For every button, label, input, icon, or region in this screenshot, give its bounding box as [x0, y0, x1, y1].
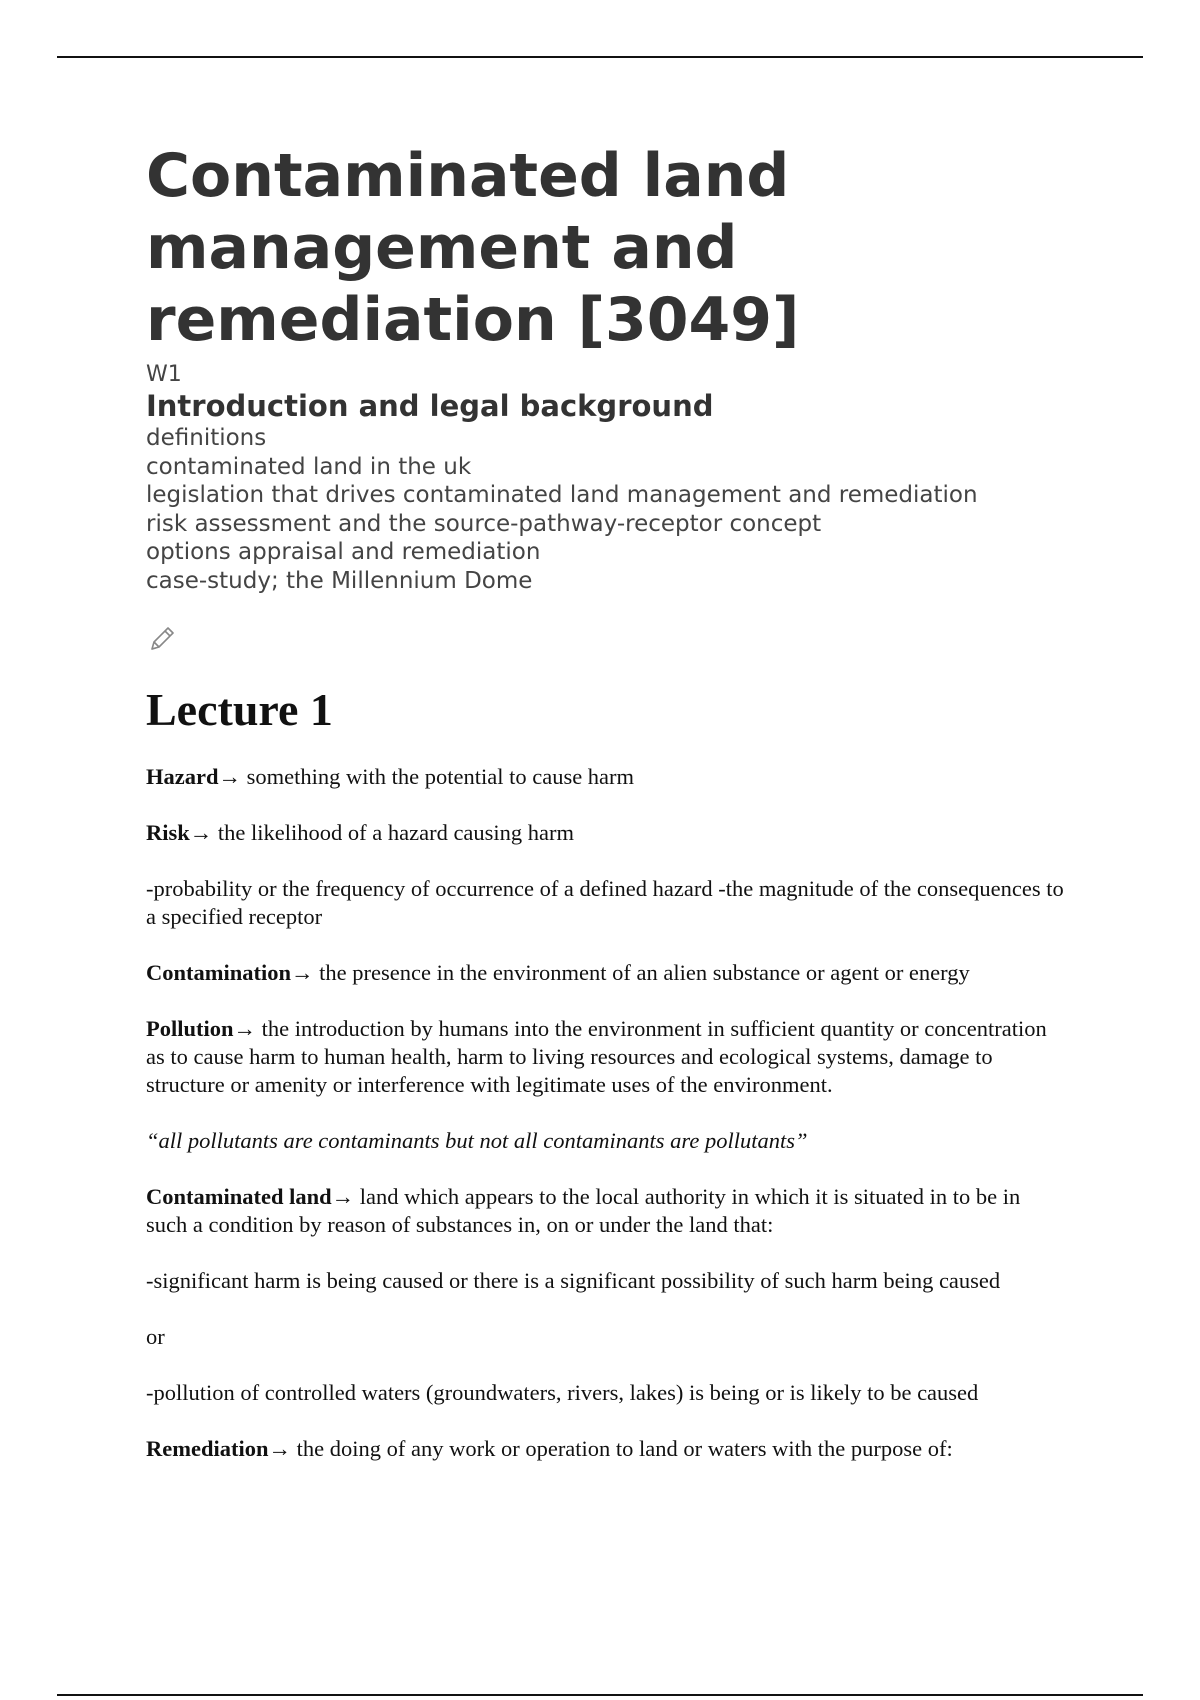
harm-condition: -significant harm is being caused or there is a significant possibility of such harm being caused [146, 1268, 1001, 1293]
definition-text: something with the potential to cause harm [241, 764, 635, 789]
definition-contaminated-land [146, 1183, 1066, 1239]
document-title: Contaminated land management and remediation [3049] [146, 141, 800, 355]
topic-item: definitions [146, 425, 267, 451]
week-label: W1 [146, 362, 182, 387]
definition-text: the doing of any work or operation to land or waters with the purpose of: [291, 1436, 953, 1461]
term: Contamination [146, 960, 292, 985]
topic-item: case-study; the Millennium Dome [146, 567, 533, 594]
definition-text: the likelihood of a hazard causing harm [212, 820, 575, 845]
arrow: → [268, 1436, 291, 1461]
arrow: → [233, 1016, 257, 1041]
definition-hazard [146, 763, 1066, 791]
lecture-heading: Lecture 1 [146, 684, 333, 735]
bottom-rule [57, 1694, 1143, 1696]
topic-list [146, 424, 1066, 595]
arrow: → [291, 960, 314, 985]
lecture-body [146, 763, 1066, 1463]
definition-remediation [146, 1435, 1066, 1463]
pollutants-quote: “all pollutants are contaminants but not all contaminants are pollutants” [146, 1128, 808, 1153]
arrow: → [331, 1184, 355, 1209]
term: Risk [146, 820, 190, 845]
pencil-icon[interactable] [146, 623, 178, 655]
definition-contamination [146, 959, 1066, 987]
topic-item: legislation that drives contaminated land management and remediation [146, 482, 978, 508]
definition-text: the presence in the environment of an alien substance or agent or energy [313, 960, 970, 985]
term: Remediation [146, 1436, 269, 1461]
definition-pollution [146, 1015, 1066, 1099]
definition-text: land which appears to the local authority in which it is situated in to be in such a condition by reason of substances in, on or under the land that: [146, 1184, 1021, 1237]
arrow: → [218, 764, 241, 789]
topic-item: risk assessment and the source-pathway-receptor concept [146, 510, 822, 537]
definition-text: the introduction by humans into the environment in sufficient quantity or concentration as to cause harm to human health, harm to living resources and ecological systems, damage to structure or amenity or interference with legitimate uses of the environment. [146, 1016, 1047, 1097]
risk-detail: -probability or the frequency of occurrence of a defined hazard -the magnitude of the consequences to a specified receptor [146, 876, 1064, 929]
term: Contaminated land [146, 1184, 332, 1209]
document-page [146, 140, 1066, 1463]
section-title: Introduction and legal background [146, 389, 714, 423]
term: Pollution [146, 1016, 234, 1041]
definition-risk [146, 819, 1066, 847]
term: Hazard [146, 764, 219, 789]
top-rule [57, 56, 1143, 58]
or-connector: or [146, 1324, 165, 1349]
arrow: → [189, 820, 213, 845]
topic-item: options appraisal and remediation [146, 539, 541, 565]
water-condition: -pollution of controlled waters (groundwaters, rivers, lakes) is being or is likely to be caused [146, 1380, 979, 1405]
topic-item: contaminated land in the uk [146, 453, 472, 480]
